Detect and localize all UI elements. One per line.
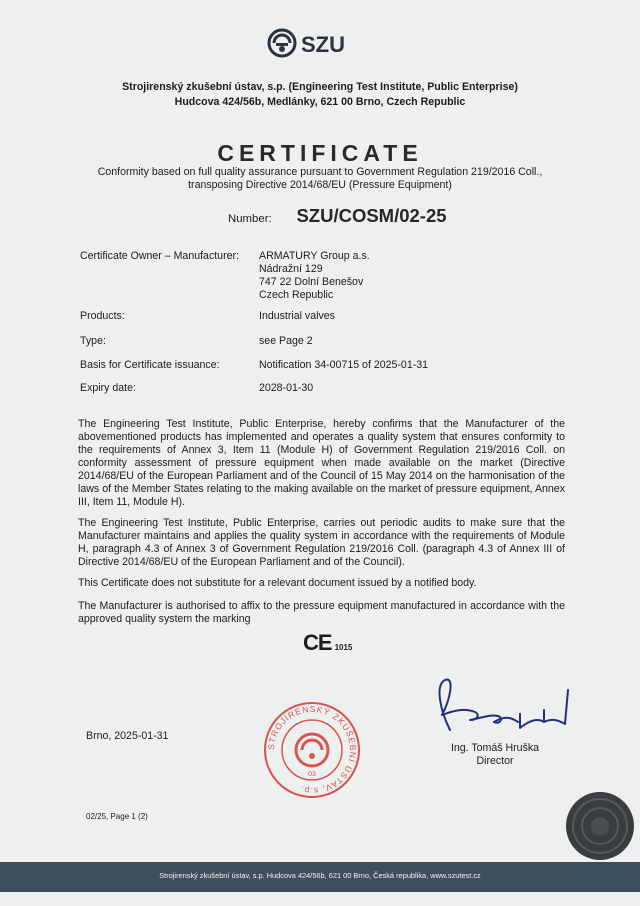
hologram-sticker	[560, 790, 640, 867]
type-label: Type:	[80, 335, 106, 347]
seal-number: 03	[308, 771, 316, 778]
expiry-value: 2028-01-30	[259, 382, 314, 394]
place-date: Brno, 2025-01-31	[86, 730, 169, 742]
owner-line: 747 22 Dolní Benešov	[259, 276, 364, 288]
paragraph-marking: The Manufacturer is authorised to affix to the pressure equipment manufactured in accordance with the approved quality system the marking	[78, 600, 565, 625]
conformity-statement	[20, 166, 620, 192]
basis-value: Notification 34-00715 of 2025-01-31	[259, 359, 429, 371]
owner-address	[259, 250, 370, 302]
paragraph-substitute: This Certificate does not substitute for a relevant document issued by a notified body.	[78, 577, 477, 589]
owner-line: Czech Republic	[259, 289, 334, 301]
owner-line: Nádražní 129	[259, 263, 323, 275]
szu-logo	[0, 26, 640, 65]
conformity-line-1: Conformity based on full quality assurance pursuant to Government Regulation 219/2016 Coll.,	[97, 166, 543, 178]
szu-logo-graphic	[265, 26, 375, 60]
type-value: see Page 2	[259, 335, 313, 347]
conformity-line-2: transposing Directive 2014/68/EU (Pressure Equipment)	[188, 179, 452, 191]
expiry-label: Expiry date:	[80, 382, 136, 394]
owner-line: ARMATURY Group a.s.	[259, 250, 370, 262]
certificate-title: CERTIFICATE	[217, 140, 423, 166]
institute-header	[20, 80, 620, 110]
notified-body-number: 1015	[334, 643, 353, 652]
hologram-graphic	[560, 790, 640, 862]
paragraph-audits: The Engineering Test Institute, Public Enterprise, carries out periodic audits to make sure that the Manufacturer maintains and applies the quality system in accordance with the requirements of Module H, paragraph 4.3 of Annex 3 of Government Regulation 219/2016 Coll. (paragraph 4.3 of Annex III of Directive 2014/68/EU of the European Parliament and of the Council).	[78, 517, 565, 568]
ce-marking	[303, 630, 352, 656]
basis-label: Basis for Certificate issuance:	[80, 359, 220, 371]
ce-mark: CE	[303, 630, 332, 655]
owner-label: Certificate Owner – Manufacturer:	[80, 250, 239, 262]
logo-text: SZU	[301, 32, 345, 57]
official-seal	[262, 700, 362, 805]
paragraph-confirmation: The Engineering Test Institute, Public Enterprise, hereby confirms that the Manufacturer of the abovementioned products has implemented and operates a quality system that ensures conformity to the requirements of Annex 3, Item 11 (Module H) of Government Regulation 219/2016 Coll. on conformity assessment of pressure equipment when made available on the market (Directive 2014/68/EU of the European Parliament and of the Council of 15 May 2014 on the harmonisation of the laws of the Member States relating to the making available on the market of pressure equipment, Annex III, Item 11, Module H).	[78, 418, 565, 508]
signer-title: Director	[476, 755, 514, 767]
products-label: Products:	[80, 310, 125, 322]
signature-graphic	[420, 670, 580, 740]
signer-block	[420, 742, 570, 768]
svg-text:STROJÍRENSKÝ ZKUŠEBNÍ ÚSTAV, s	[266, 704, 358, 796]
certificate-number-row	[228, 205, 447, 227]
seal-graphic	[262, 700, 362, 800]
products-value: Industrial valves	[259, 310, 335, 322]
signer-name: Ing. Tomáš Hruška	[450, 742, 540, 754]
number-label: Number:	[228, 213, 272, 225]
institute-address: Hudcova 424/56b, Medlánky, 621 00 Brno, Czech Republic	[174, 96, 466, 108]
footer-text: Strojirenský zkušební ústav, s.p. Hudcova 424/56b, 621 00 Brno, Česká republika, www.szutest.cz	[159, 871, 481, 880]
page-number: 02/25, Page 1 (2)	[86, 812, 148, 821]
signature	[420, 670, 580, 745]
certificate-number: SZU/COSM/02-25	[296, 205, 447, 226]
seal-text: STROJÍRENSKÝ ZKUŠEBNÍ ÚSTAV, s.p.	[265, 703, 359, 797]
institute-name: Strojirenský zkušební ústav, s.p. (Engineering Test Institute, Public Enterprise)	[122, 81, 518, 93]
